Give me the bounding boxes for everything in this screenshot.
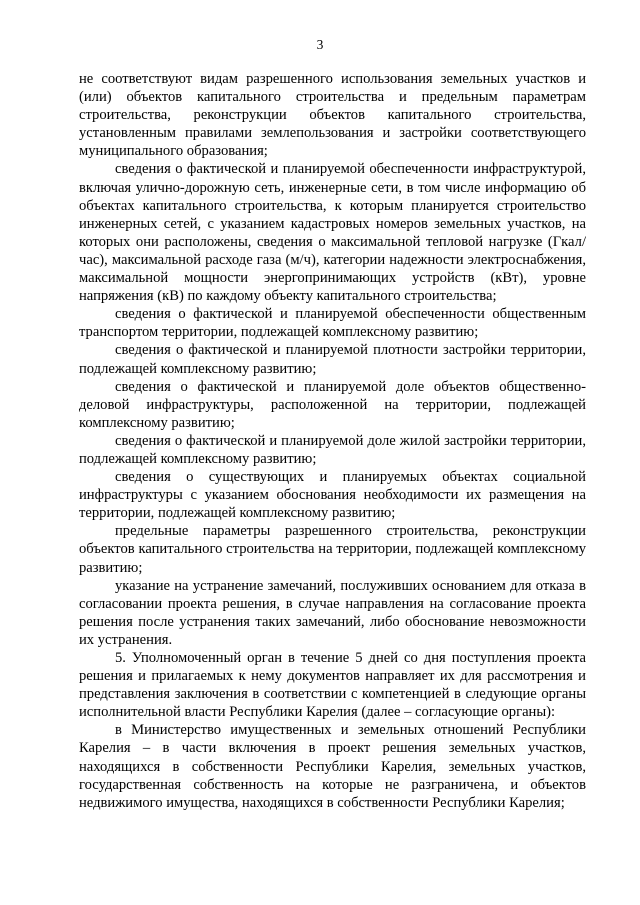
- paragraph-infrastructure-info: сведения о фактической и планируемой обеспеченности инфраструктурой, включая улично-дорожную сеть, инженерные сети, в том числе информацию об объектах капитального строительства, к которым планируется строительство инженерных сетей, с указанием кадастровых номеров земельных участков, на которых они расположены, сведения о максимальной тепловой нагрузке (Гкал/час), максимальной расходе газа (м/ч), категории надежности электроснабжения, максимальной мощности энергопринимающих устройств (кВт), уровне напряжения (кВ) по каждому объекту капитального строительства;: [79, 161, 586, 305]
- paragraph-remarks-elimination: указание на устранение замечаний, послуживших основанием для отказа в согласовании проекта решения, в случае направления на согласование проекта решения после устранения таких замечаний, либо обоснование невозможности их устранения.: [79, 577, 586, 648]
- paragraph-social-infrastructure: сведения о существующих и планируемых объектах социальной инфраструктуры с указанием обоснования необходимости их размещения на территории, подлежащей комплексному развитию;: [79, 469, 586, 522]
- paragraph-residential-share: сведения о фактической и планируемой доле жилой застройки территории, подлежащей комплексному развитию;: [79, 432, 586, 467]
- paragraph-continuation: не соответствуют видам разрешенного использования земельных участков и (или) объектов капитального строительства и предельным параметрам строительства, реконструкции объектов капитального строительства, установленным правилами землепользования и застройки соответствующего муниципального образования;: [79, 71, 586, 160]
- page-number: 3: [316, 37, 324, 52]
- paragraph-clause-5: 5. Уполномоченный орган в течение 5 дней со дня поступления проекта решения и прилагаемых к нему документов направляет их для рассмотрения и представления заключения в соответствии с компетенцией в следующие органы исполнительной власти Республики Карелия (далее – согласующие органы):: [79, 650, 586, 721]
- paragraph-construction-parameters: предельные параметры разрешенного строительства, реконструкции объектов капитального строительства на территории, подлежащей комплексному развитию;: [79, 523, 586, 576]
- document-body: [79, 70, 586, 812]
- paragraph-business-infrastructure-share: сведения о фактической и планируемой доле объектов общественно-деловой инфраструктуры, расположенной на территории, подлежащей комплексному развитию;: [79, 378, 586, 431]
- paragraph-building-density: сведения о фактической и планируемой плотности застройки территории, подлежащей комплексному развитию;: [79, 342, 586, 377]
- paragraph-public-transport: сведения о фактической и планируемой обеспеченности общественным транспортом территории, подлежащей комплексному развитию;: [79, 306, 586, 341]
- paragraph-ministry-property: в Министерство имущественных и земельных отношений Республики Карелия – в части включения в проект решения земельных участков, находящихся в собственности Республики Карелия, земельных участков, государственная собственность на которые не разграничена, и объектов недвижимого имущества, находящихся в собственности Республики Карелия;: [79, 722, 586, 811]
